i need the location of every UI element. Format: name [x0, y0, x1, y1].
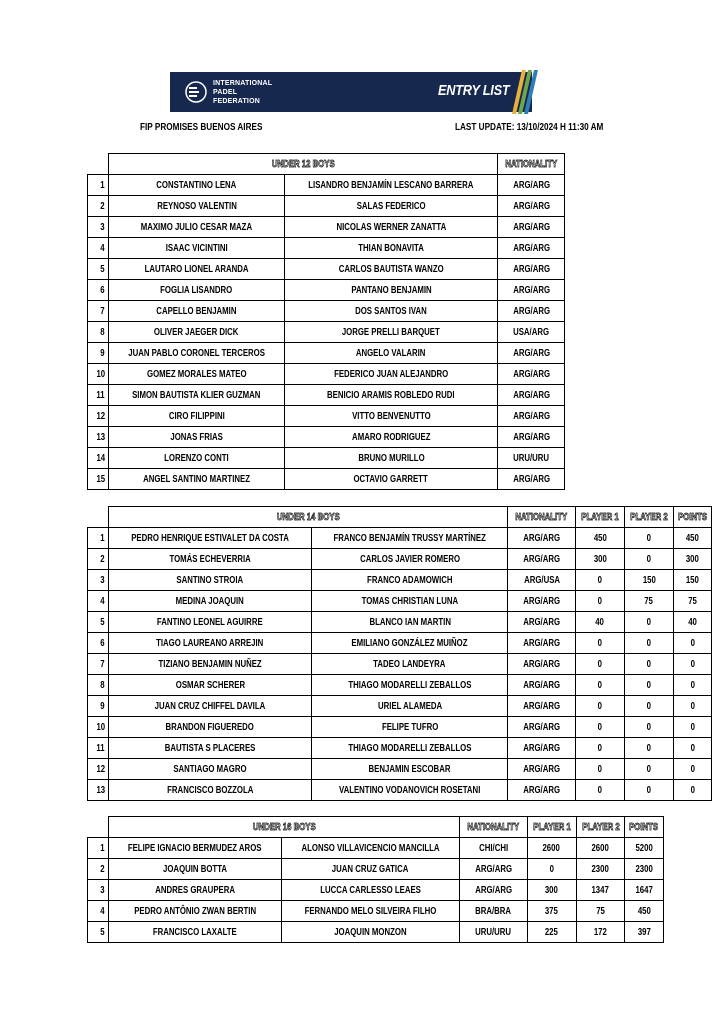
row-number: 5	[88, 259, 109, 280]
player-one-name: JUAN PABLO CORONEL TERCEROS	[109, 343, 285, 364]
player-two-name: ALONSO VILLAVICENCIO MANCILLA	[282, 838, 460, 859]
row-number: 11	[88, 738, 109, 759]
player-one-name: GOMEZ MORALES MATEO	[109, 364, 285, 385]
player-two-name: JOAQUIN MONZON	[282, 922, 460, 943]
table-title: UNDER 12 BOYS	[109, 154, 498, 175]
table-row	[88, 901, 664, 922]
player-two-name: VITTO BENVENUTTO	[285, 406, 498, 427]
nationality-cell: ARG/ARG	[497, 217, 564, 238]
under-12-table	[87, 153, 565, 490]
player-two-name: PANTANO BENJAMIN	[285, 280, 498, 301]
table-row	[88, 570, 712, 591]
player-two-name: BENJAMIN ESCOBAR	[312, 759, 508, 780]
points-header: POINTS	[673, 507, 711, 528]
nationality-cell: ARG/ARG	[497, 301, 564, 322]
player1-points: 40	[575, 612, 624, 633]
nationality-cell: USA/ARG	[497, 322, 564, 343]
player2-points: 0	[624, 675, 673, 696]
nationality-cell: ARG/ARG	[508, 591, 575, 612]
player1-points: 0	[575, 759, 624, 780]
player-one-name: OLIVER JAEGER DICK	[109, 322, 285, 343]
player-two-name: ANGELO VALARIN	[285, 343, 498, 364]
player2-points: 0	[624, 780, 673, 801]
player1-header: PLAYER 1	[527, 817, 576, 838]
row-number: 2	[88, 859, 109, 880]
total-points: 0	[673, 780, 711, 801]
player-one-name: BRANDON FIGUEREDO	[109, 717, 312, 738]
player2-points: 75	[576, 901, 625, 922]
row-number: 4	[88, 901, 109, 922]
player-one-name: CONSTANTINO LENA	[109, 175, 285, 196]
total-points: 0	[673, 654, 711, 675]
player-one-name: ISAAC VICINTINI	[109, 238, 285, 259]
nationality-cell: ARG/ARG	[508, 696, 575, 717]
nationality-cell: ARG/ARG	[460, 859, 527, 880]
player-one-name: JONAS FRIAS	[109, 427, 285, 448]
player-one-name: TIAGO LAUREANO ARREJIN	[109, 633, 312, 654]
nationality-cell: ARG/ARG	[497, 343, 564, 364]
player-one-name: PEDRO HENRIQUE ESTIVALET DA COSTA	[109, 528, 312, 549]
under-16-table	[87, 816, 664, 943]
player-one-name: TIZIANO BENJAMIN NUÑEZ	[109, 654, 312, 675]
player2-points: 150	[624, 570, 673, 591]
nationality-cell: ARG/ARG	[497, 175, 564, 196]
table-row	[88, 922, 664, 943]
player-one-name: SANTINO STROIA	[109, 570, 312, 591]
row-number: 6	[88, 633, 109, 654]
player-two-name: THIAGO MODARELLI ZEBALLOS	[312, 675, 508, 696]
total-points: 450	[625, 901, 663, 922]
row-number: 9	[88, 343, 109, 364]
player-one-name: CAPELLO BENJAMIN	[109, 301, 285, 322]
nationality-cell: ARG/ARG	[508, 528, 575, 549]
nationality-cell: ARG/ARG	[508, 717, 575, 738]
fip-logo-icon	[184, 80, 208, 104]
player1-points: 0	[575, 780, 624, 801]
player-one-name: BAUTISTA S PLACERES	[109, 738, 312, 759]
row-number: 12	[88, 406, 109, 427]
nationality-header: NATIONALITY	[508, 507, 575, 528]
table-row	[88, 738, 712, 759]
player1-header: PLAYER 1	[575, 507, 624, 528]
tournament-name: FIP PROMISES BUENOS AIRES	[140, 121, 263, 133]
player-two-name: JUAN CRUZ GATICA	[282, 859, 460, 880]
player-one-name: FANTINO LEONEL AGUIRRE	[109, 612, 312, 633]
table-row	[88, 448, 565, 469]
player-two-name: CARLOS JAVIER ROMERO	[312, 549, 508, 570]
player1-points: 300	[575, 549, 624, 570]
table-row	[88, 343, 565, 364]
table-row	[88, 280, 565, 301]
table-row	[88, 633, 712, 654]
row-number: 14	[88, 448, 109, 469]
player-two-name: THIAGO MODARELLI ZEBALLOS	[312, 738, 508, 759]
player2-points: 0	[624, 717, 673, 738]
player-two-name: VALENTINO VODANOVICH ROSETANI	[312, 780, 508, 801]
nationality-cell: ARG/ARG	[497, 280, 564, 301]
nationality-header: NATIONALITY	[460, 817, 527, 838]
row-number: 1	[88, 838, 109, 859]
row-number: 3	[88, 217, 109, 238]
row-number: 6	[88, 280, 109, 301]
row-number: 10	[88, 364, 109, 385]
nationality-cell: ARG/ARG	[497, 427, 564, 448]
player-two-name: SALAS FEDERICO	[285, 196, 498, 217]
table-title: UNDER 14 BOYS	[109, 507, 508, 528]
player1-points: 0	[527, 859, 576, 880]
table-row	[88, 780, 712, 801]
total-points: 0	[673, 759, 711, 780]
player2-points: 0	[624, 549, 673, 570]
row-number: 2	[88, 549, 109, 570]
player1-points: 0	[575, 738, 624, 759]
table-row	[88, 406, 565, 427]
player-one-name: LORENZO CONTI	[109, 448, 285, 469]
table-title: UNDER 16 BOYS	[109, 817, 460, 838]
player2-points: 0	[624, 633, 673, 654]
player-two-name: FERNANDO MELO SILVEIRA FILHO	[282, 901, 460, 922]
player1-points: 225	[527, 922, 576, 943]
player-two-name: EMILIANO GONZÁLEZ MUIÑOZ	[312, 633, 508, 654]
player-one-name: FRANCISCO BOZZOLA	[109, 780, 312, 801]
row-number: 1	[88, 528, 109, 549]
total-points: 150	[673, 570, 711, 591]
table-row	[88, 469, 565, 490]
total-points: 450	[673, 528, 711, 549]
player-two-name: TOMAS CHRISTIAN LUNA	[312, 591, 508, 612]
nationality-cell: ARG/ARG	[508, 675, 575, 696]
nationality-cell: ARG/ARG	[497, 364, 564, 385]
table-row	[88, 427, 565, 448]
player-one-name: TOMÁS ECHEVERRIA	[109, 549, 312, 570]
player-two-name: NICOLAS WERNER ZANATTA	[285, 217, 498, 238]
nationality-cell: ARG/ARG	[497, 196, 564, 217]
table-row	[88, 175, 565, 196]
nationality-cell: ARG/ARG	[508, 759, 575, 780]
table-row	[88, 612, 712, 633]
player2-header: PLAYER 2	[624, 507, 673, 528]
player-one-name: OSMAR SCHERER	[109, 675, 312, 696]
points-header: POINTS	[625, 817, 663, 838]
nationality-cell: ARG/ARG	[508, 738, 575, 759]
total-points: 0	[673, 675, 711, 696]
table-header-row	[88, 507, 712, 528]
player2-points: 0	[624, 696, 673, 717]
player-two-name: LISANDRO BENJAMÍN LESCANO BARRERA	[285, 175, 498, 196]
player1-points: 450	[575, 528, 624, 549]
player-two-name: DOS SANTOS IVAN	[285, 301, 498, 322]
player1-points: 0	[575, 633, 624, 654]
table-row	[88, 259, 565, 280]
table-header-row	[88, 154, 565, 175]
total-points: 0	[673, 717, 711, 738]
nationality-cell: ARG/ARG	[497, 469, 564, 490]
player-two-name: URIEL ALAMEDA	[312, 696, 508, 717]
player-two-name: BENICIO ARAMIS ROBLEDO RUDI	[285, 385, 498, 406]
nationality-cell: URU/URU	[460, 922, 527, 943]
player-one-name: FELIPE IGNACIO BERMUDEZ AROS	[109, 838, 282, 859]
table-row	[88, 859, 664, 880]
player2-points: 2600	[576, 838, 625, 859]
table-row	[88, 301, 565, 322]
total-points: 5200	[625, 838, 663, 859]
player-one-name: MAXIMO JULIO CESAR MAZA	[109, 217, 285, 238]
player2-points: 172	[576, 922, 625, 943]
table-row	[88, 591, 712, 612]
row-number: 12	[88, 759, 109, 780]
player-two-name: TADEO LANDEYRA	[312, 654, 508, 675]
row-number: 3	[88, 880, 109, 901]
banner-background	[170, 72, 532, 112]
nationality-header: NATIONALITY	[497, 154, 564, 175]
player1-points: 0	[575, 570, 624, 591]
player1-points: 0	[575, 696, 624, 717]
player2-points: 0	[624, 759, 673, 780]
player-two-name: AMARO RODRIGUEZ	[285, 427, 498, 448]
player1-points: 300	[527, 880, 576, 901]
player2-points: 1347	[576, 880, 625, 901]
row-number: 13	[88, 427, 109, 448]
nationality-cell: URU/URU	[497, 448, 564, 469]
player-two-name: FRANCO ADAMOWICH	[312, 570, 508, 591]
row-number: 5	[88, 922, 109, 943]
nationality-cell: ARG/ARG	[508, 612, 575, 633]
total-points: 1647	[625, 880, 663, 901]
row-number: 5	[88, 612, 109, 633]
player2-points: 0	[624, 528, 673, 549]
player-one-name: SIMON BAUTISTA KLIER GUZMAN	[109, 385, 285, 406]
player2-points: 2300	[576, 859, 625, 880]
player-two-name: THIAN BONAVITA	[285, 238, 498, 259]
table-row	[88, 880, 664, 901]
player-one-name: JOAQUIN BOTTA	[109, 859, 282, 880]
logo-line-3: FEDERATION	[213, 98, 260, 105]
nationality-cell: ARG/ARG	[497, 385, 564, 406]
player2-header: PLAYER 2	[576, 817, 625, 838]
total-points: 2300	[625, 859, 663, 880]
player-one-name: FRANCISCO LAXALTE	[109, 922, 282, 943]
total-points: 75	[673, 591, 711, 612]
player-one-name: CIRO FILIPPINI	[109, 406, 285, 427]
row-number: 1	[88, 175, 109, 196]
row-number: 15	[88, 469, 109, 490]
row-number: 13	[88, 780, 109, 801]
player-two-name: CARLOS BAUTISTA WANZO	[285, 259, 498, 280]
nationality-cell: ARG/ARG	[497, 238, 564, 259]
row-number: 7	[88, 301, 109, 322]
table-row	[88, 217, 565, 238]
row-number: 9	[88, 696, 109, 717]
row-number: 8	[88, 675, 109, 696]
player1-points: 0	[575, 717, 624, 738]
row-number: 11	[88, 385, 109, 406]
nationality-cell: BRA/BRA	[460, 901, 527, 922]
nationality-cell: ARG/ARG	[497, 259, 564, 280]
table-row	[88, 717, 712, 738]
player-two-name: FRANCO BENJAMÍN TRUSSY MARTÍNEZ	[312, 528, 508, 549]
player-one-name: PEDRO ANTÔNIO ZWAN BERTIN	[109, 901, 282, 922]
total-points: 300	[673, 549, 711, 570]
table-row	[88, 838, 664, 859]
player1-points: 0	[575, 654, 624, 675]
player-one-name: LAUTARO LIONEL ARANDA	[109, 259, 285, 280]
player-two-name: BRUNO MURILLO	[285, 448, 498, 469]
nationality-cell: ARG/ARG	[508, 633, 575, 654]
row-number: 4	[88, 591, 109, 612]
player1-points: 2600	[527, 838, 576, 859]
player2-points: 0	[624, 654, 673, 675]
table-row	[88, 238, 565, 259]
player-one-name: REYNOSO VALENTIN	[109, 196, 285, 217]
player-two-name: FEDERICO JUAN ALEJANDRO	[285, 364, 498, 385]
player-one-name: MEDINA JOAQUIN	[109, 591, 312, 612]
player1-points: 0	[575, 675, 624, 696]
player1-points: 0	[575, 591, 624, 612]
row-number: 4	[88, 238, 109, 259]
logo-line-2: PADEL	[213, 89, 238, 96]
total-points: 40	[673, 612, 711, 633]
total-points: 0	[673, 633, 711, 654]
table-row	[88, 654, 712, 675]
total-points: 0	[673, 738, 711, 759]
player-one-name: JUAN CRUZ CHIFFEL DAVILA	[109, 696, 312, 717]
last-update: LAST UPDATE: 13/10/2024 H 11:30 AM	[455, 121, 604, 133]
nationality-cell: ARG/ARG	[508, 654, 575, 675]
row-number: 7	[88, 654, 109, 675]
nationality-cell: ARG/ARG	[460, 880, 527, 901]
total-points: 0	[673, 696, 711, 717]
table-row	[88, 385, 565, 406]
player1-points: 375	[527, 901, 576, 922]
table-row	[88, 759, 712, 780]
row-number: 3	[88, 570, 109, 591]
row-number: 2	[88, 196, 109, 217]
player-one-name: FOGLIA LISANDRO	[109, 280, 285, 301]
table-row	[88, 528, 712, 549]
table-row	[88, 322, 565, 343]
player2-points: 0	[624, 738, 673, 759]
nationality-cell: ARG/ARG	[508, 549, 575, 570]
brand-stripes-icon	[508, 70, 538, 114]
player-two-name: BLANCO IAN MARTIN	[312, 612, 508, 633]
table-row	[88, 364, 565, 385]
fip-logo-text	[213, 79, 272, 106]
nationality-cell: ARG/USA	[508, 570, 575, 591]
player-two-name: FELIPE TUFRO	[312, 717, 508, 738]
player-one-name: SANTIAGO MAGRO	[109, 759, 312, 780]
player-two-name: LUCCA CARLESSO LEAES	[282, 880, 460, 901]
table-row	[88, 696, 712, 717]
row-number: 8	[88, 322, 109, 343]
player-two-name: JORGE PRELLI BARQUET	[285, 322, 498, 343]
logo-line-1: INTERNATIONAL	[213, 80, 273, 87]
player-one-name: ANDRES GRAUPERA	[109, 880, 282, 901]
table-row	[88, 675, 712, 696]
player2-points: 75	[624, 591, 673, 612]
player2-points: 0	[624, 612, 673, 633]
player-two-name: OCTAVIO GARRETT	[285, 469, 498, 490]
total-points: 397	[625, 922, 663, 943]
nationality-cell: ARG/ARG	[497, 406, 564, 427]
nationality-cell: CHI/CHI	[460, 838, 527, 859]
nationality-cell: ARG/ARG	[508, 780, 575, 801]
entry-list-title: ENTRY LIST	[438, 82, 510, 99]
table-row	[88, 196, 565, 217]
table-row	[88, 549, 712, 570]
table-header-row	[88, 817, 664, 838]
player-one-name: ANGEL SANTINO MARTINEZ	[109, 469, 285, 490]
header-banner	[170, 70, 538, 114]
under-14-table	[87, 506, 712, 801]
row-number: 10	[88, 717, 109, 738]
